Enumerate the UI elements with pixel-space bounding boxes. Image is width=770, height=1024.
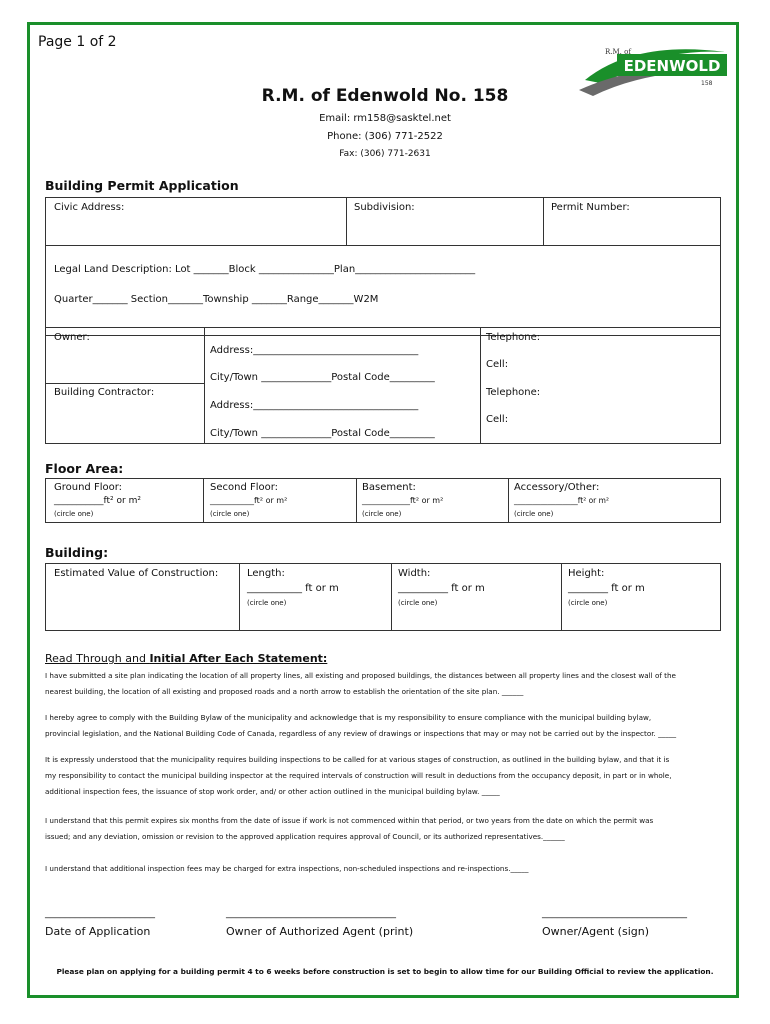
svg-text:158: 158 bbox=[701, 80, 713, 87]
owner-city: City/Town ______________Postal Code_________ bbox=[210, 372, 435, 383]
width-label: Width: bbox=[398, 568, 431, 579]
contractor-address: Address:_________________________________ bbox=[210, 400, 419, 411]
floor-area-box bbox=[45, 478, 721, 523]
date-line: ______________________ bbox=[45, 908, 155, 919]
accessory-circle: (circle one) bbox=[514, 510, 554, 518]
contractor-telephone: Telephone: bbox=[486, 387, 541, 398]
statement-inspections: It is expressly understood that the municipality requires building inspections to be called for at various stages of construction, as outlined in the building bylaw, and that it is my responsibility to contact the municipal building inspector at the required intervals of construction will result in deductions from the occupancy deposit, in part or in whole, additional inspection fees, the issuance of stop work order, and/ or other action outlined in the municipal building bylaw. _____ bbox=[45, 755, 672, 796]
permit-box bbox=[45, 197, 721, 336]
ground-floor-circle: (circle one) bbox=[54, 510, 94, 518]
owner-agent-sign-label: Owner/Agent (sign) bbox=[542, 925, 650, 938]
height-line: ________ ft or m bbox=[568, 583, 645, 594]
civic-address-label: Civic Address: bbox=[54, 202, 125, 213]
second-floor-line: ___________ft² or m² bbox=[210, 496, 288, 505]
ground-floor-line: ___________ft² or m² bbox=[54, 496, 141, 506]
basement-circle: (circle one) bbox=[362, 510, 402, 518]
contractor-cell: Cell: bbox=[486, 414, 509, 425]
accessory-label: Accessory/Other: bbox=[514, 482, 600, 493]
second-floor-circle: (circle one) bbox=[210, 510, 250, 518]
owner-label: Owner: bbox=[54, 332, 90, 343]
page-title: R.M. of Edenwold No. 158 bbox=[261, 86, 509, 106]
height-label: Height: bbox=[568, 568, 605, 579]
statement-bylaw: I hereby agree to comply with the Building Bylaw of the municipality and acknowledge that is my responsibility to ensure compliance with the municipal building bylaw, provincial legislation, and the National Building Code of Canada, regardless of any review of drawings or inspections that may or may not be carried out by the inspector. _____ bbox=[45, 713, 677, 738]
basement-label: Basement: bbox=[362, 482, 416, 493]
page-number: Page 1 of 2 bbox=[38, 34, 117, 50]
second-floor-label: Second Floor: bbox=[210, 482, 279, 493]
statement-site-plan: I have submitted a site plan indicating the location of all property lines, all existing and proposed buildings, the distances between all property lines and the closest wall of the nearest building, the location of all existing and proposed roads and a north arrow to establish the orientation of the site plan. ______ bbox=[45, 671, 676, 696]
length-label: Length: bbox=[247, 568, 285, 579]
building-heading: Building: bbox=[45, 545, 109, 560]
quarter-section: Quarter_______ Section_______Township _______Range_______W2M bbox=[54, 294, 379, 305]
length-line: ___________ ft or m bbox=[247, 583, 339, 594]
width-circle: (circle one) bbox=[398, 599, 438, 607]
agent-line: __________________________________ bbox=[226, 908, 396, 919]
phone-text: Phone: (306) 771-2522 bbox=[327, 131, 443, 142]
statements-heading: Read Through and Initial After Each Statement: bbox=[45, 652, 328, 665]
building-box bbox=[45, 563, 721, 631]
svg-text:R.M. of: R.M. of bbox=[605, 48, 631, 56]
contractor-city: City/Town ______________Postal Code_________ bbox=[210, 428, 435, 439]
permit-number-label: Permit Number: bbox=[551, 202, 630, 213]
width-line: __________ ft or m bbox=[398, 583, 485, 594]
owner-address: Address:_________________________________ bbox=[210, 345, 419, 356]
owner-box bbox=[45, 327, 721, 444]
accessory-line: _________________ft² or m² bbox=[514, 496, 609, 505]
subdivision-label: Subdivision: bbox=[354, 202, 415, 213]
fax-text: Fax: (306) 771-2631 bbox=[339, 149, 431, 159]
permit-heading: Building Permit Application bbox=[45, 178, 239, 193]
date-of-application-label: Date of Application bbox=[45, 925, 151, 938]
footer-note: Please plan on applying for a building permit 4 to 6 weeks before construction is set to begin to allow time for our Building Official to review the application. bbox=[56, 967, 714, 976]
owner-telephone: Telephone: bbox=[486, 332, 541, 343]
legal-description: Legal Land Description: Lot _______Block _______________Plan________________________ bbox=[54, 264, 476, 275]
ground-floor-label: Ground Floor: bbox=[54, 482, 123, 493]
height-circle: (circle one) bbox=[568, 599, 608, 607]
basement-line: ____________ft² or m² bbox=[362, 496, 444, 505]
authorized-agent-label: Owner of Authorized Agent (print) bbox=[226, 925, 414, 938]
floor-area-heading: Floor Area: bbox=[45, 461, 124, 476]
statement-fees: I understand that additional inspection fees may be charged for extra inspections, non-scheduled inspections and re-inspections._____ bbox=[45, 864, 529, 873]
statement-expiry: I understand that this permit expires six months from the date of issue if work is not commenced within that period, or two years from the date on which the permit was issued; and any deviation, omission or revision to the approved application requires approval of Council, or its authorized representatives.______ bbox=[45, 816, 654, 841]
owner-cell: Cell: bbox=[486, 359, 509, 370]
length-circle: (circle one) bbox=[247, 599, 287, 607]
contractor-label: Building Contractor: bbox=[54, 387, 155, 398]
email-text: Email: rm158@sasktel.net bbox=[319, 113, 451, 124]
sign-line: _____________________________ bbox=[542, 908, 687, 919]
svg-text:EDENWOLD: EDENWOLD bbox=[623, 57, 721, 75]
estimated-value-label: Estimated Value of Construction: bbox=[54, 568, 219, 579]
